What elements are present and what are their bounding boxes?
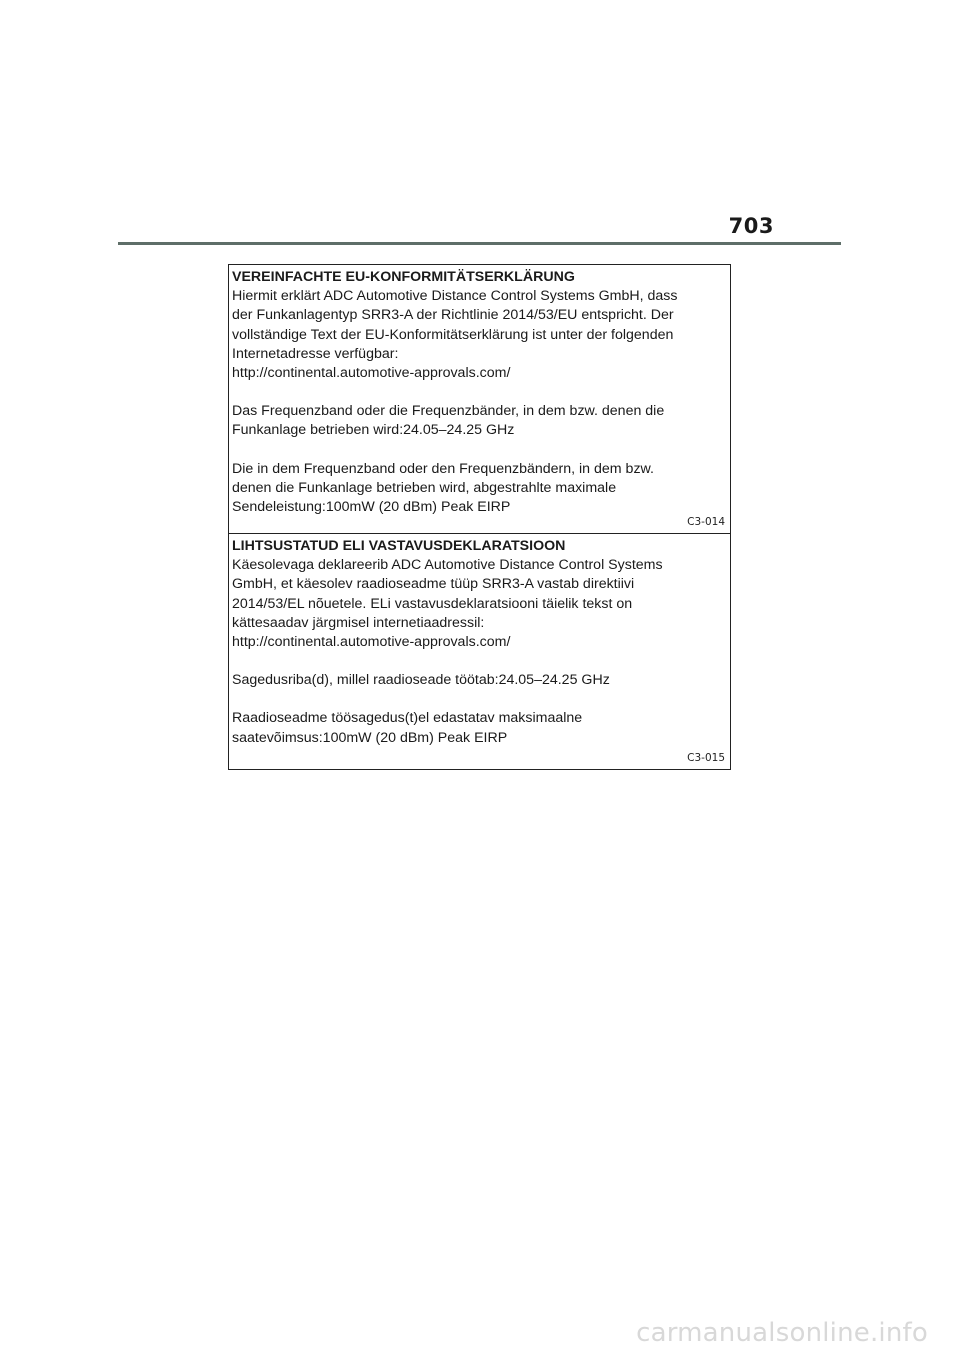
text-line: Raadioseadme töösagedus(t)el edastatav maksimaalne — [232, 710, 583, 727]
frequency-paragraph — [232, 671, 726, 690]
frequency-paragraph — [232, 402, 726, 440]
declaration-paragraph — [232, 556, 726, 652]
text-line: kättesaadav järgmisel internetiaadressil: — [232, 614, 485, 631]
figure-code: C3-014 — [687, 516, 725, 528]
text-line: der Funkanlagentyp SRR3-A der Richtlinie 2014/53/EU entspricht. Der — [232, 307, 674, 324]
text-line: Funkanlage betrieben wird:24.05–24.25 GHz — [232, 422, 515, 439]
url-line: http://continental.automotive-approvals.com/ — [232, 634, 511, 651]
text-line: Hiermit erklärt ADC Automotive Distance Control Systems GmbH, dass — [232, 288, 678, 305]
text-line: Internetadresse verfügbar: — [232, 345, 399, 362]
text-line: Die in dem Frequenzband oder den Frequenzbändern, in dem bzw. — [232, 460, 654, 477]
power-paragraph — [232, 460, 726, 518]
text-line: Käesolevaga deklareerib ADC Automotive Distance Control Systems — [232, 557, 663, 574]
text-line: Sendeleistung:100mW (20 dBm) Peak EIRP — [232, 499, 511, 516]
text-line: GmbH, et käesolev raadioseadme tüüp SRR3-A vastab direktiivi — [232, 576, 635, 593]
text-line: vollständige Text der EU-Konformitätserklärung ist unter der folgenden — [232, 326, 674, 343]
watermark: carmanualsonline.info — [636, 1318, 928, 1348]
url-line: http://continental.automotive-approvals.com/ — [232, 365, 511, 382]
declaration-title: VEREINFACHTE EU-KONFORMITÄTSERKLÄRUNG — [232, 269, 575, 285]
text-line: 2014/53/EL nõuetele. ELi vastavusdeklaratsiooni täielik tekst on — [232, 595, 633, 612]
text-line: Sagedusriba(d), millel raadioseade töötab:24.05–24.25 GHz — [232, 672, 610, 689]
figure-code: C3-015 — [687, 752, 725, 764]
power-paragraph — [232, 709, 726, 747]
declaration-box-estonian — [228, 534, 731, 770]
text-line: Das Frequenzband oder die Frequenzbänder, in dem bzw. denen die — [232, 403, 665, 420]
declaration-title: LIHTSUSTATUD ELI VASTAVUSDEKLARATSIOON — [232, 538, 566, 554]
text-line: saatevõimsus:100mW (20 dBm) Peak EIRP — [232, 729, 508, 746]
declaration-box-german — [228, 264, 731, 534]
declaration-paragraph — [232, 287, 726, 383]
header-rule — [118, 242, 841, 245]
text-line: denen die Funkanlage betrieben wird, abgestrahlte maximale — [232, 479, 617, 496]
page-number: 703 — [728, 214, 774, 238]
